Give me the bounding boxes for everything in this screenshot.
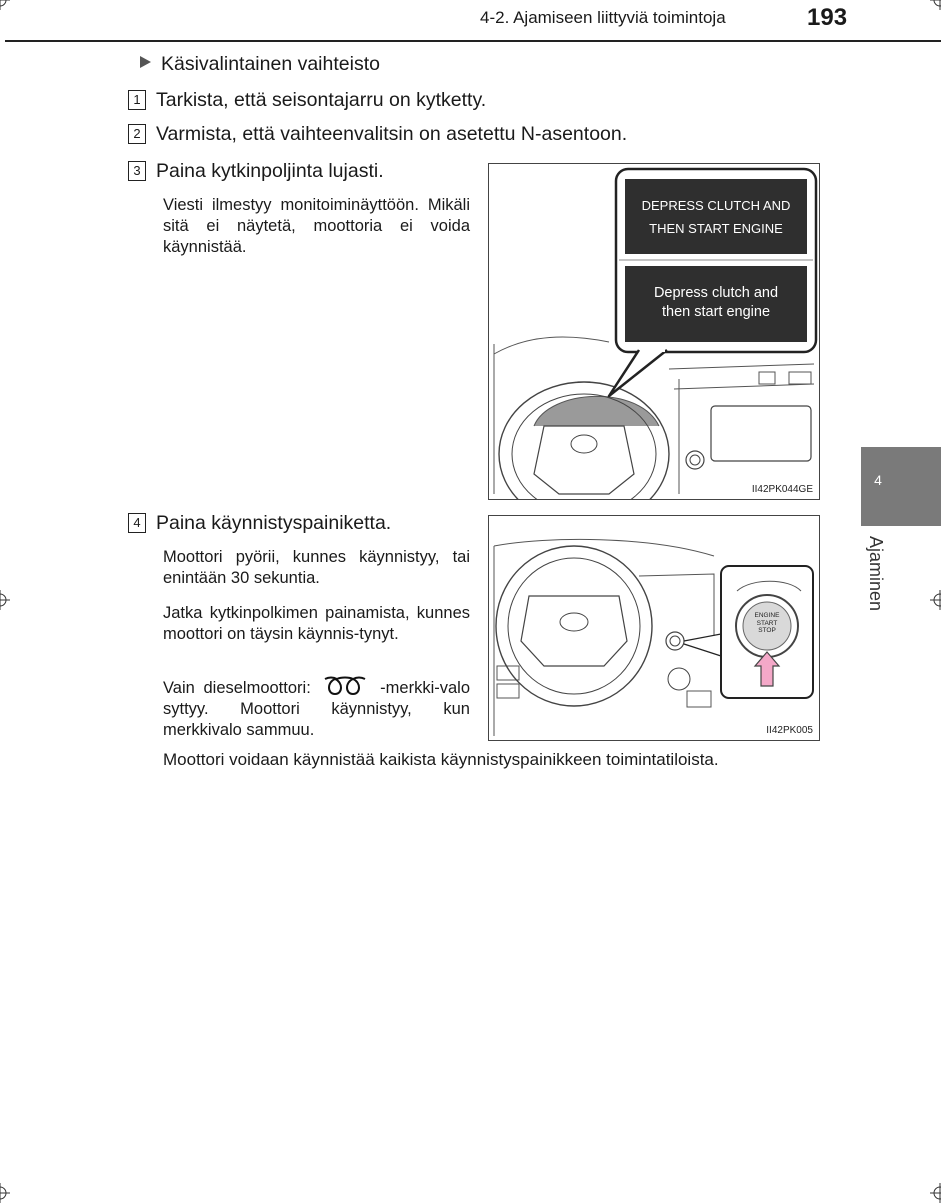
display-message-lower-line1: Depress clutch and bbox=[653, 285, 779, 301]
step-4 bbox=[128, 511, 391, 535]
step-3-description: Viesti ilmestyy monitoiminäyttöön. Mikäli sitä ei näytetä, moottoria ei voida käynnistää. bbox=[163, 196, 470, 256]
section-title: 4-2. Ajamiseen liittyviä toimintoja bbox=[480, 8, 726, 27]
figure-engine-start-button bbox=[488, 515, 820, 741]
registration-mark-icon bbox=[0, 1183, 10, 1203]
step-4-description-2: Jatka kytkinpolkimen painamista, kunnes moottori on täysin käynnis-tynyt. bbox=[163, 604, 470, 643]
footer-note: Moottori voidaan käynnistää kaikista käynnistyspainikkeen toimintatiloista. bbox=[163, 750, 719, 769]
figure-code: II42PK044GE bbox=[751, 484, 813, 495]
step-1 bbox=[128, 88, 486, 112]
step-3 bbox=[128, 159, 384, 183]
page-number: 193 bbox=[807, 4, 848, 31]
step-text: Varmista, että vaihteenvalitsin on asetettu N-asentoon. bbox=[156, 123, 628, 145]
step-2 bbox=[128, 122, 627, 146]
registration-mark-icon bbox=[930, 1183, 941, 1203]
registration-mark-icon bbox=[930, 590, 941, 610]
chapter-label bbox=[865, 536, 889, 626]
subsection-heading bbox=[140, 52, 380, 76]
display-message-upper-line2: THEN START ENGINE bbox=[649, 221, 783, 236]
start-button-label-line3: STOP bbox=[758, 627, 776, 634]
step-text: Paina kytkinpoljinta lujasti. bbox=[156, 160, 384, 182]
display-message-upper-line1: DEPRESS CLUTCH AND bbox=[641, 198, 791, 213]
step-number-box: 2 bbox=[128, 124, 146, 144]
start-button-label-line1: ENGINE bbox=[754, 612, 780, 619]
figure-multi-information-display bbox=[488, 163, 820, 500]
step-4-description-1: Moottori pyörii, kunnes käynnistyy, tai enintään 30 sekuntia. bbox=[163, 548, 470, 587]
registration-mark-icon bbox=[0, 590, 10, 610]
start-button-label-line2: START bbox=[756, 619, 778, 627]
step-number-box: 4 bbox=[128, 513, 146, 533]
step-text: Tarkista, että seisontajarru on kytketty. bbox=[156, 89, 487, 111]
step-text: Paina käynnistyspainiketta. bbox=[156, 512, 392, 534]
chapter-label-text: Ajaminen bbox=[866, 536, 886, 612]
step-arrow-icon bbox=[140, 56, 151, 68]
glow-plug-icon bbox=[323, 676, 367, 696]
step-4-description-3 bbox=[163, 676, 470, 741]
registration-mark-icon bbox=[930, 0, 941, 10]
diesel-note-prefix: Vain dieselmoottori: bbox=[163, 679, 311, 697]
heading-text: Käsivalintainen vaihteisto bbox=[161, 53, 380, 75]
step-number-box: 1 bbox=[128, 90, 146, 110]
diesel-note-suffix: -merkki-valo syttyy. Moottori käynnistyy, kun merkkivalo sammuu. bbox=[163, 679, 470, 739]
figure-code: II42PK005 bbox=[766, 725, 813, 736]
chapter-number: 4 bbox=[874, 472, 882, 488]
header-divider bbox=[5, 40, 941, 42]
display-message-lower-line2: then start engine bbox=[661, 304, 771, 320]
step-number-box: 3 bbox=[128, 161, 146, 181]
registration-mark-icon bbox=[0, 0, 10, 10]
